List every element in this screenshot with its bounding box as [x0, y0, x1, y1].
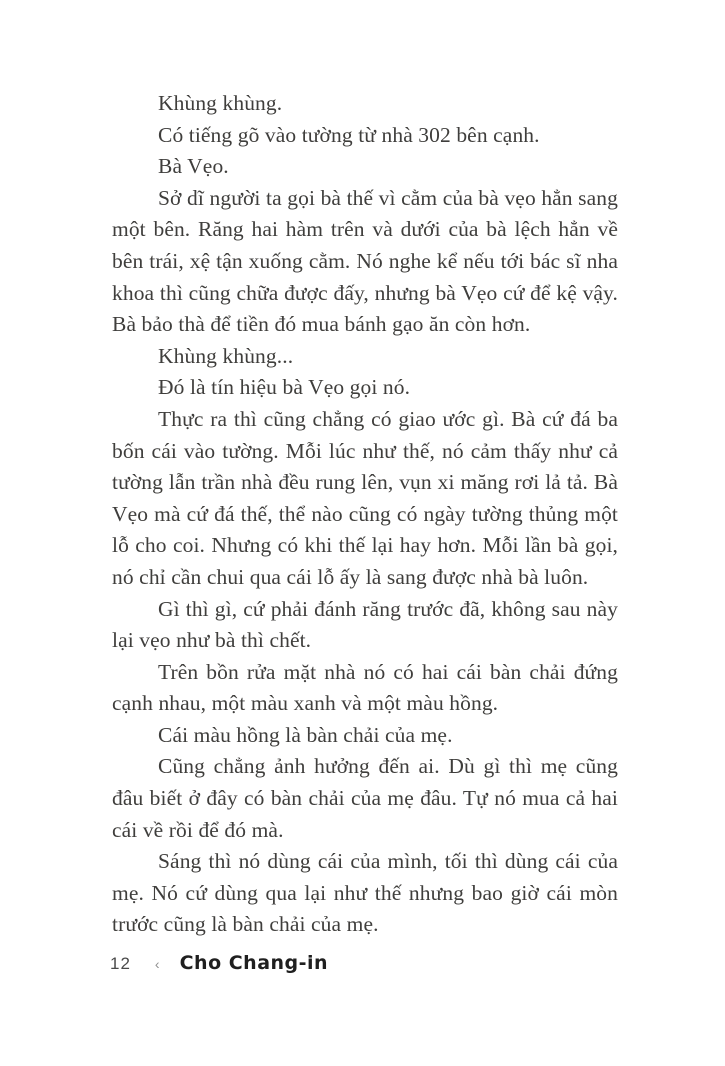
text-line: lỗ cho coi. Nhưng có khi thế lại hay hơn. Mỗi lần bà gọi, — [112, 533, 618, 558]
text-line: Khùng khùng... — [158, 343, 294, 368]
text-line: Cũng chẳng ảnh hưởng đến ai. Dù gì thì mẹ cũng — [158, 754, 618, 779]
text-line: Gì thì gì, cứ phải đánh răng trước đã, không sau này — [158, 596, 618, 621]
text-line: tường lẫn trần nhà đều rung lên, vụn xi măng rơi lả tả. Bà — [112, 470, 618, 495]
text-line: Trên bồn rửa mặt nhà nó có hai cái bàn chải đứng — [158, 659, 618, 684]
text-line: Đó là tín hiệu bà Vẹo gọi nó. — [158, 375, 411, 400]
text-line: cạnh nhau, một màu xanh và một màu hồng. — [112, 691, 499, 716]
text-line: Bà bảo thà để tiền đó mua bánh gạo ăn còn hơn. — [112, 312, 531, 337]
page-footer — [110, 952, 328, 974]
text-line: bên trái, xệ tận xuống cằm. Nó nghe kể nếu tới bác sĩ nha — [112, 248, 618, 273]
text-line: Sở dĩ người ta gọi bà thế vì cằm của bà vẹo hẳn sang — [158, 185, 618, 210]
text-line: Khùng khùng. — [158, 91, 283, 115]
footer-separator-icon: ‹ — [154, 956, 160, 972]
text-line: Sáng thì nó dùng cái của mình, tối thì dùng cái của — [158, 849, 618, 874]
author-name: Cho Chang-in — [179, 952, 329, 974]
text-line: Thực ra thì cũng chẳng có giao ước gì. Bà cứ đá ba — [158, 406, 618, 431]
text-line: mẹ. Nó cứ dùng qua lại như thế nhưng bao giờ cái mòn — [112, 880, 618, 905]
text-line: bốn cái vào tường. Mỗi lúc như thế, nó cảm thấy như cả — [112, 438, 618, 463]
page-number: 12 — [110, 954, 131, 973]
text-line: lại vẹo như bà thì chết. — [112, 628, 312, 653]
book-page-text — [112, 88, 618, 941]
text-line: đâu biết ở đây có bàn chải của mẹ đâu. Tự nó mua cả hai — [112, 786, 618, 811]
text-line: khoa thì cũng chữa được đấy, nhưng bà Vẹo cứ để kệ vậy. — [112, 280, 618, 305]
text-line: cái về rồi để đó mà. — [112, 817, 284, 842]
text-line: Cái màu hồng là bàn chải của mẹ. — [158, 722, 453, 747]
text-line: nó chỉ cần chui qua cái lỗ ấy là sang được nhà bà luôn. — [112, 564, 589, 589]
text-line: Vẹo mà cứ đá thế, thể nào cũng có ngày tường thủng một — [112, 501, 618, 526]
text-line: một bên. Răng hai hàm trên và dưới của bà lệch hẳn về — [112, 217, 618, 242]
text-line: trước cũng là bàn chải của mẹ. — [112, 912, 379, 937]
text-line: Có tiếng gõ vào tường từ nhà 302 bên cạnh. — [158, 122, 540, 147]
text-line: Bà Vẹo. — [158, 154, 229, 179]
